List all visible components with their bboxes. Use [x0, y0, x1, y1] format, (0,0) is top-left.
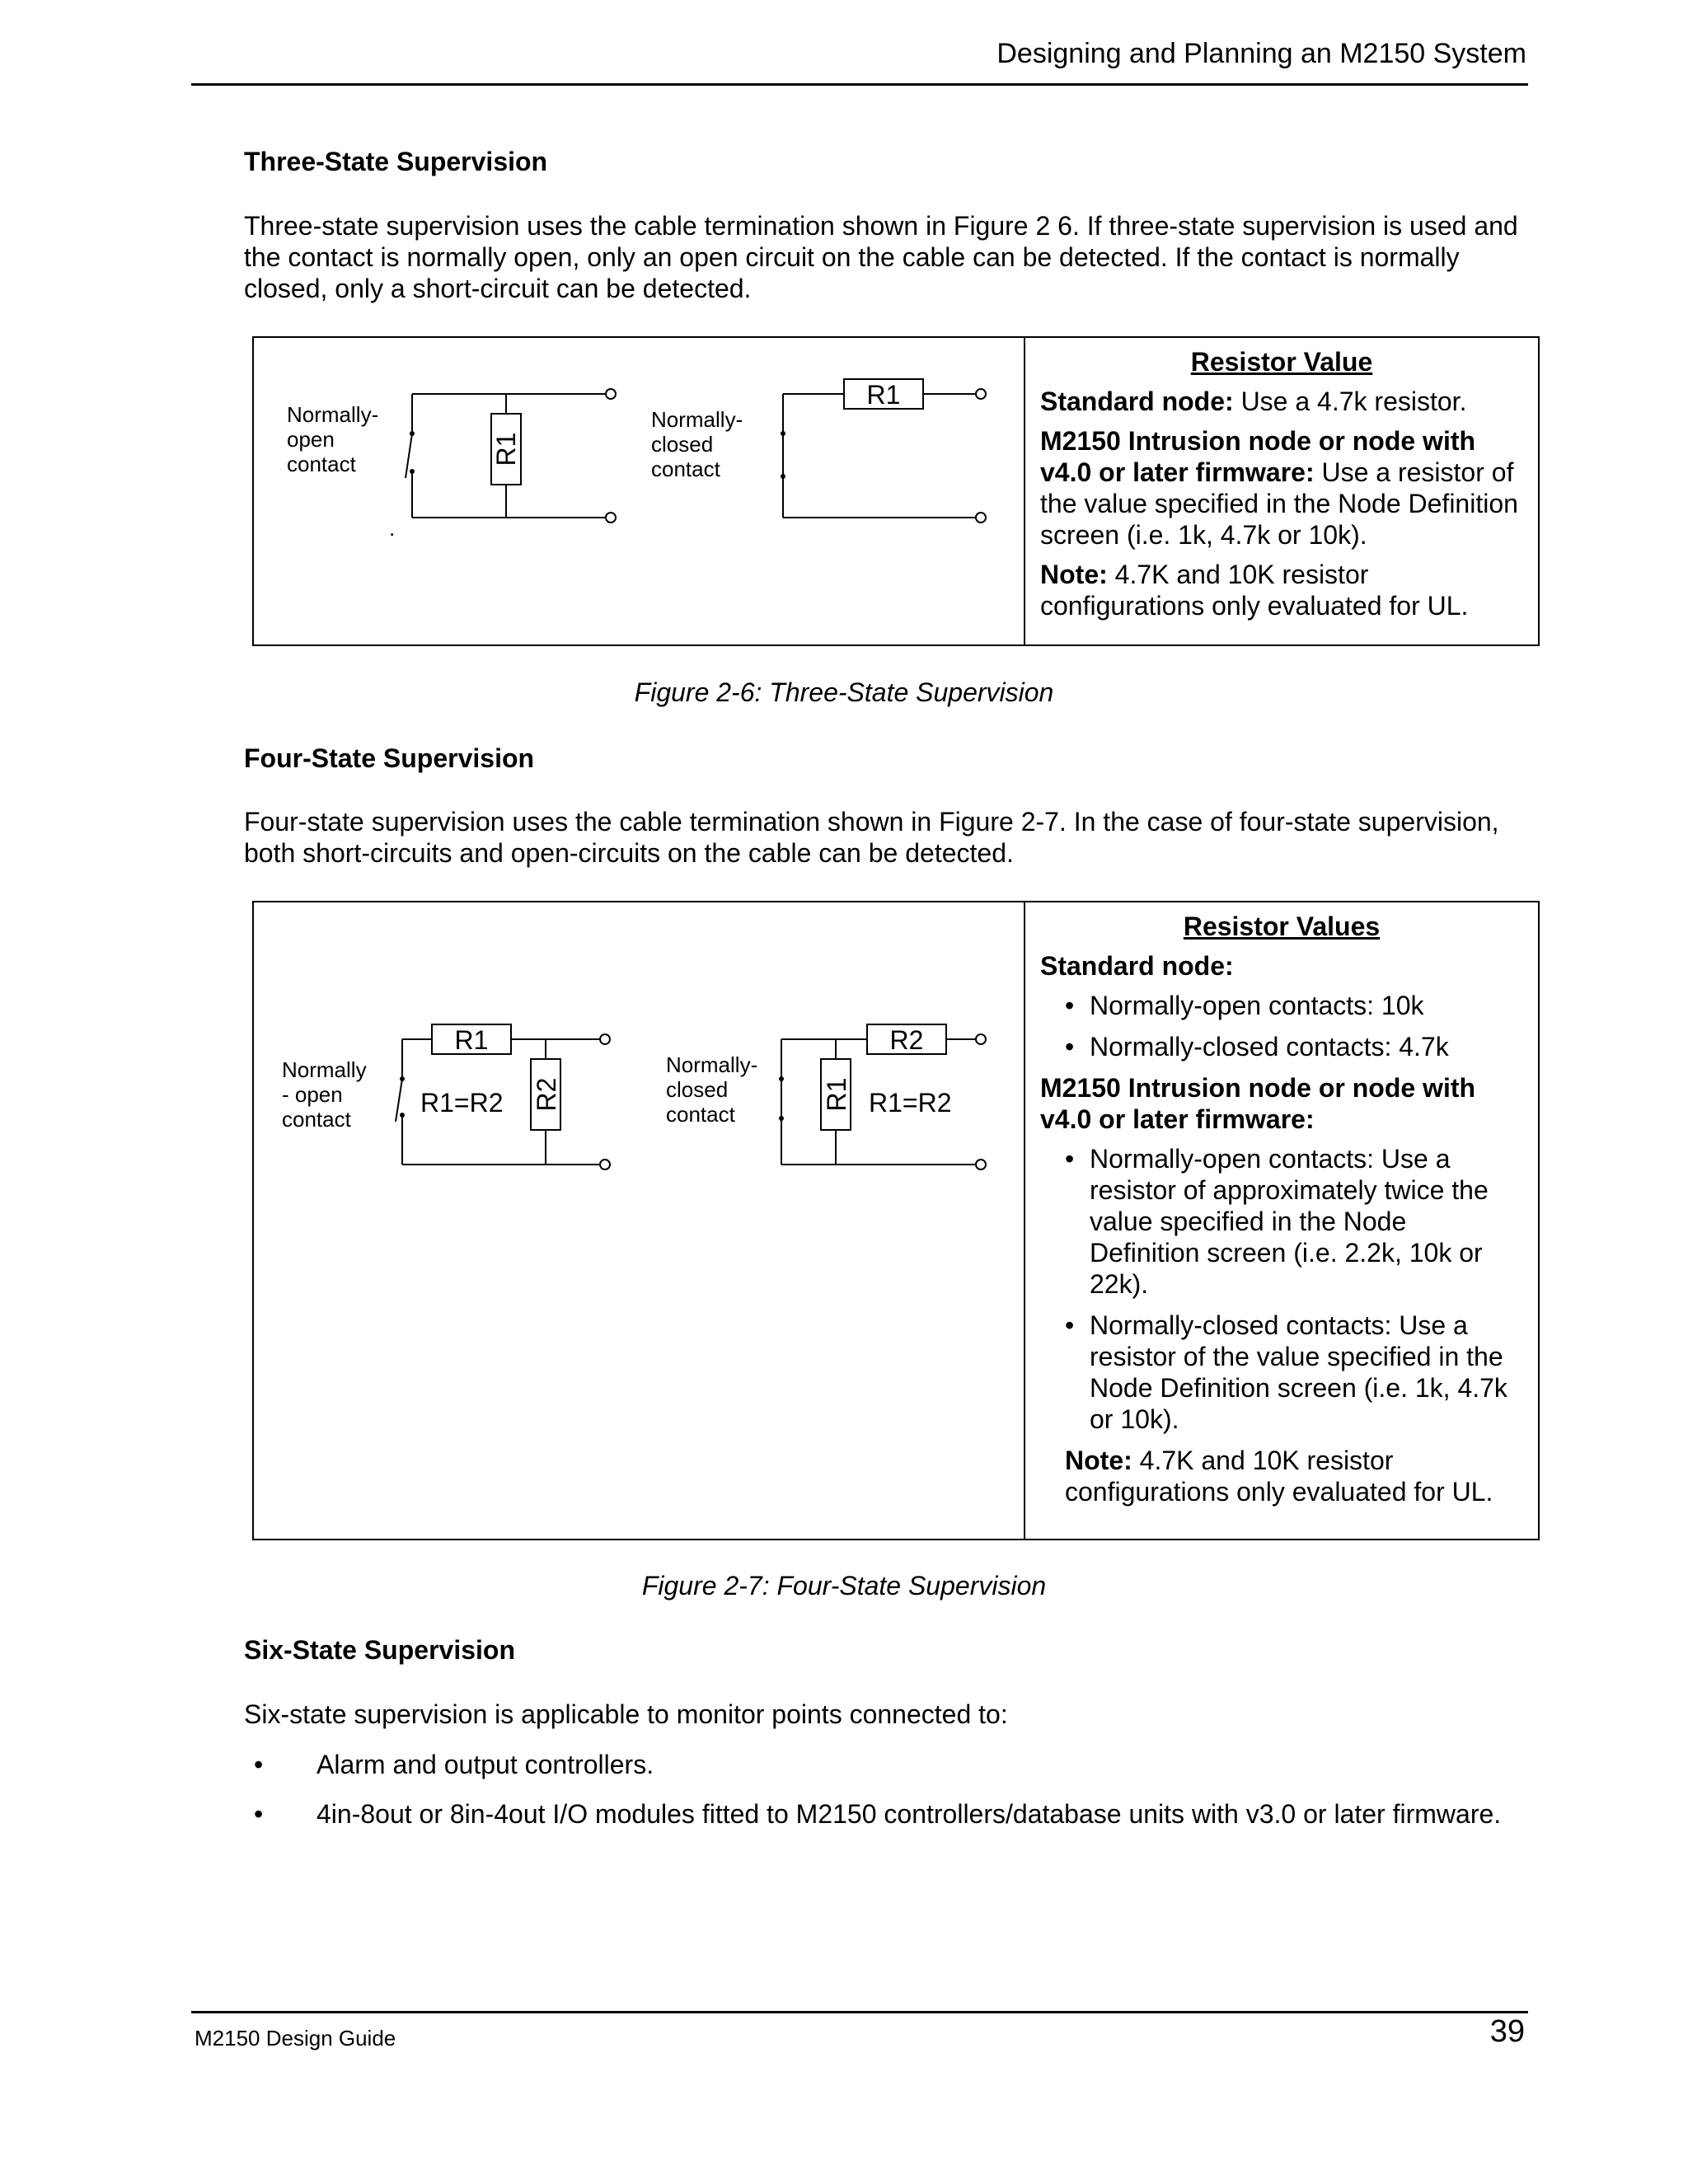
- standard-bullet-no: • Normally-open contacts: 10k: [1065, 991, 1424, 1020]
- no-r2-label: R2: [532, 1077, 561, 1112]
- ul-note-4: Note: 4.7K and 10K resistor configurations only evaluated for UL.: [1065, 1446, 1493, 1507]
- six-state-paragraph: Six-state supervision is applicable to monitor points connected to:: [244, 1699, 1008, 1729]
- resistor-value-title: Resistor Value: [1190, 347, 1373, 377]
- resistor-values-panel: [1025, 902, 1538, 1539]
- standard-node-text: Standard node: Use a 4.7k resistor.: [1040, 387, 1467, 416]
- r1-label-vertical: R1: [491, 432, 521, 466]
- no-equality-label: R1=R2: [420, 1088, 504, 1118]
- figure-2-6-caption: Figure 2-6: Three-State Supervision: [634, 677, 1054, 707]
- m2150-node-text: M2150 Intrusion node or node with v4.0 or later firmware: Use a resistor of the value specified in the Node Definition screen (i.e. 1k, 4.7k or 10k).: [1040, 426, 1518, 550]
- three-state-diagram: [254, 338, 1025, 644]
- figure-2-7: [252, 901, 1540, 1540]
- footer-rule: [191, 2011, 1528, 2013]
- resistor-values-title: Resistor Values: [1183, 912, 1381, 941]
- ul-note: Note: 4.7K and 10K resistor configurations only evaluated for UL.: [1040, 560, 1469, 621]
- page-number: 39: [1489, 2014, 1525, 2049]
- resistor-value-panel: [1025, 338, 1538, 644]
- no-contact-label-4: Normally - open contact: [282, 1057, 367, 1132]
- six-state-heading: Six-State Supervision: [244, 1635, 515, 1665]
- four-state-diagram: [254, 902, 1025, 1539]
- figure-2-6: [252, 336, 1540, 646]
- m2150-bullet-nc: • Normally-closed contacts: Use a resistor of the value specified in the Node Definition screen (i.e. 1k, 4.7k or 10k).: [1065, 1310, 1507, 1434]
- three-state-circuit: [254, 338, 1024, 644]
- r1-label-horizontal: R1: [866, 380, 901, 410]
- three-state-paragraph: Three-state supervision uses the cable termination shown in Figure 2 6. If three-state supervision is used and the contact is normally open, only an open circuit on the cable can be detected. If the contact is normally closed, only a short-circuit can be detected.: [244, 211, 1518, 303]
- four-state-heading: Four-State Supervision: [244, 743, 535, 773]
- nc-contact-label: Normally- closed contact: [651, 407, 743, 481]
- no-r1-label: R1: [454, 1025, 489, 1055]
- nc-equality-label: R1=R2: [869, 1088, 952, 1118]
- m2150-node-heading: M2150 Intrusion node or node with v4.0 or later firmware:: [1040, 1073, 1476, 1134]
- figure-2-7-caption: Figure 2-7: Four-State Supervision: [641, 1571, 1047, 1601]
- header-rule: [191, 83, 1528, 86]
- standard-bullet-nc: • Normally-closed contacts: 4.7k: [1065, 1032, 1449, 1062]
- no-contact-label: Normally- open contact: [287, 402, 379, 476]
- m2150-bullet-no: • Normally-open contacts: Use a resistor of approximately twice the value specified in the Node Definition screen (i.e. 2.2k, 10k or 22k).: [1065, 1144, 1489, 1299]
- nc-r1-label: R1: [822, 1077, 851, 1112]
- nc-contact-label-4: Normally- closed contact: [666, 1052, 758, 1127]
- stray-dot: .: [389, 516, 396, 541]
- running-header: Designing and Planning an M2150 System: [996, 38, 1526, 69]
- standard-node-heading: Standard node:: [1040, 951, 1234, 981]
- three-state-heading: Three-State Supervision: [244, 147, 548, 176]
- nc-r2-label: R2: [889, 1025, 924, 1055]
- footer-doc-title: M2150 Design Guide: [195, 2026, 396, 2050]
- four-state-circuit: [254, 902, 1024, 1539]
- four-state-paragraph: Four-state supervision uses the cable termination shown in Figure 2-7. In the case of four-state supervision, both short-circuits and open-circuits on the cable can be detected.: [244, 807, 1499, 868]
